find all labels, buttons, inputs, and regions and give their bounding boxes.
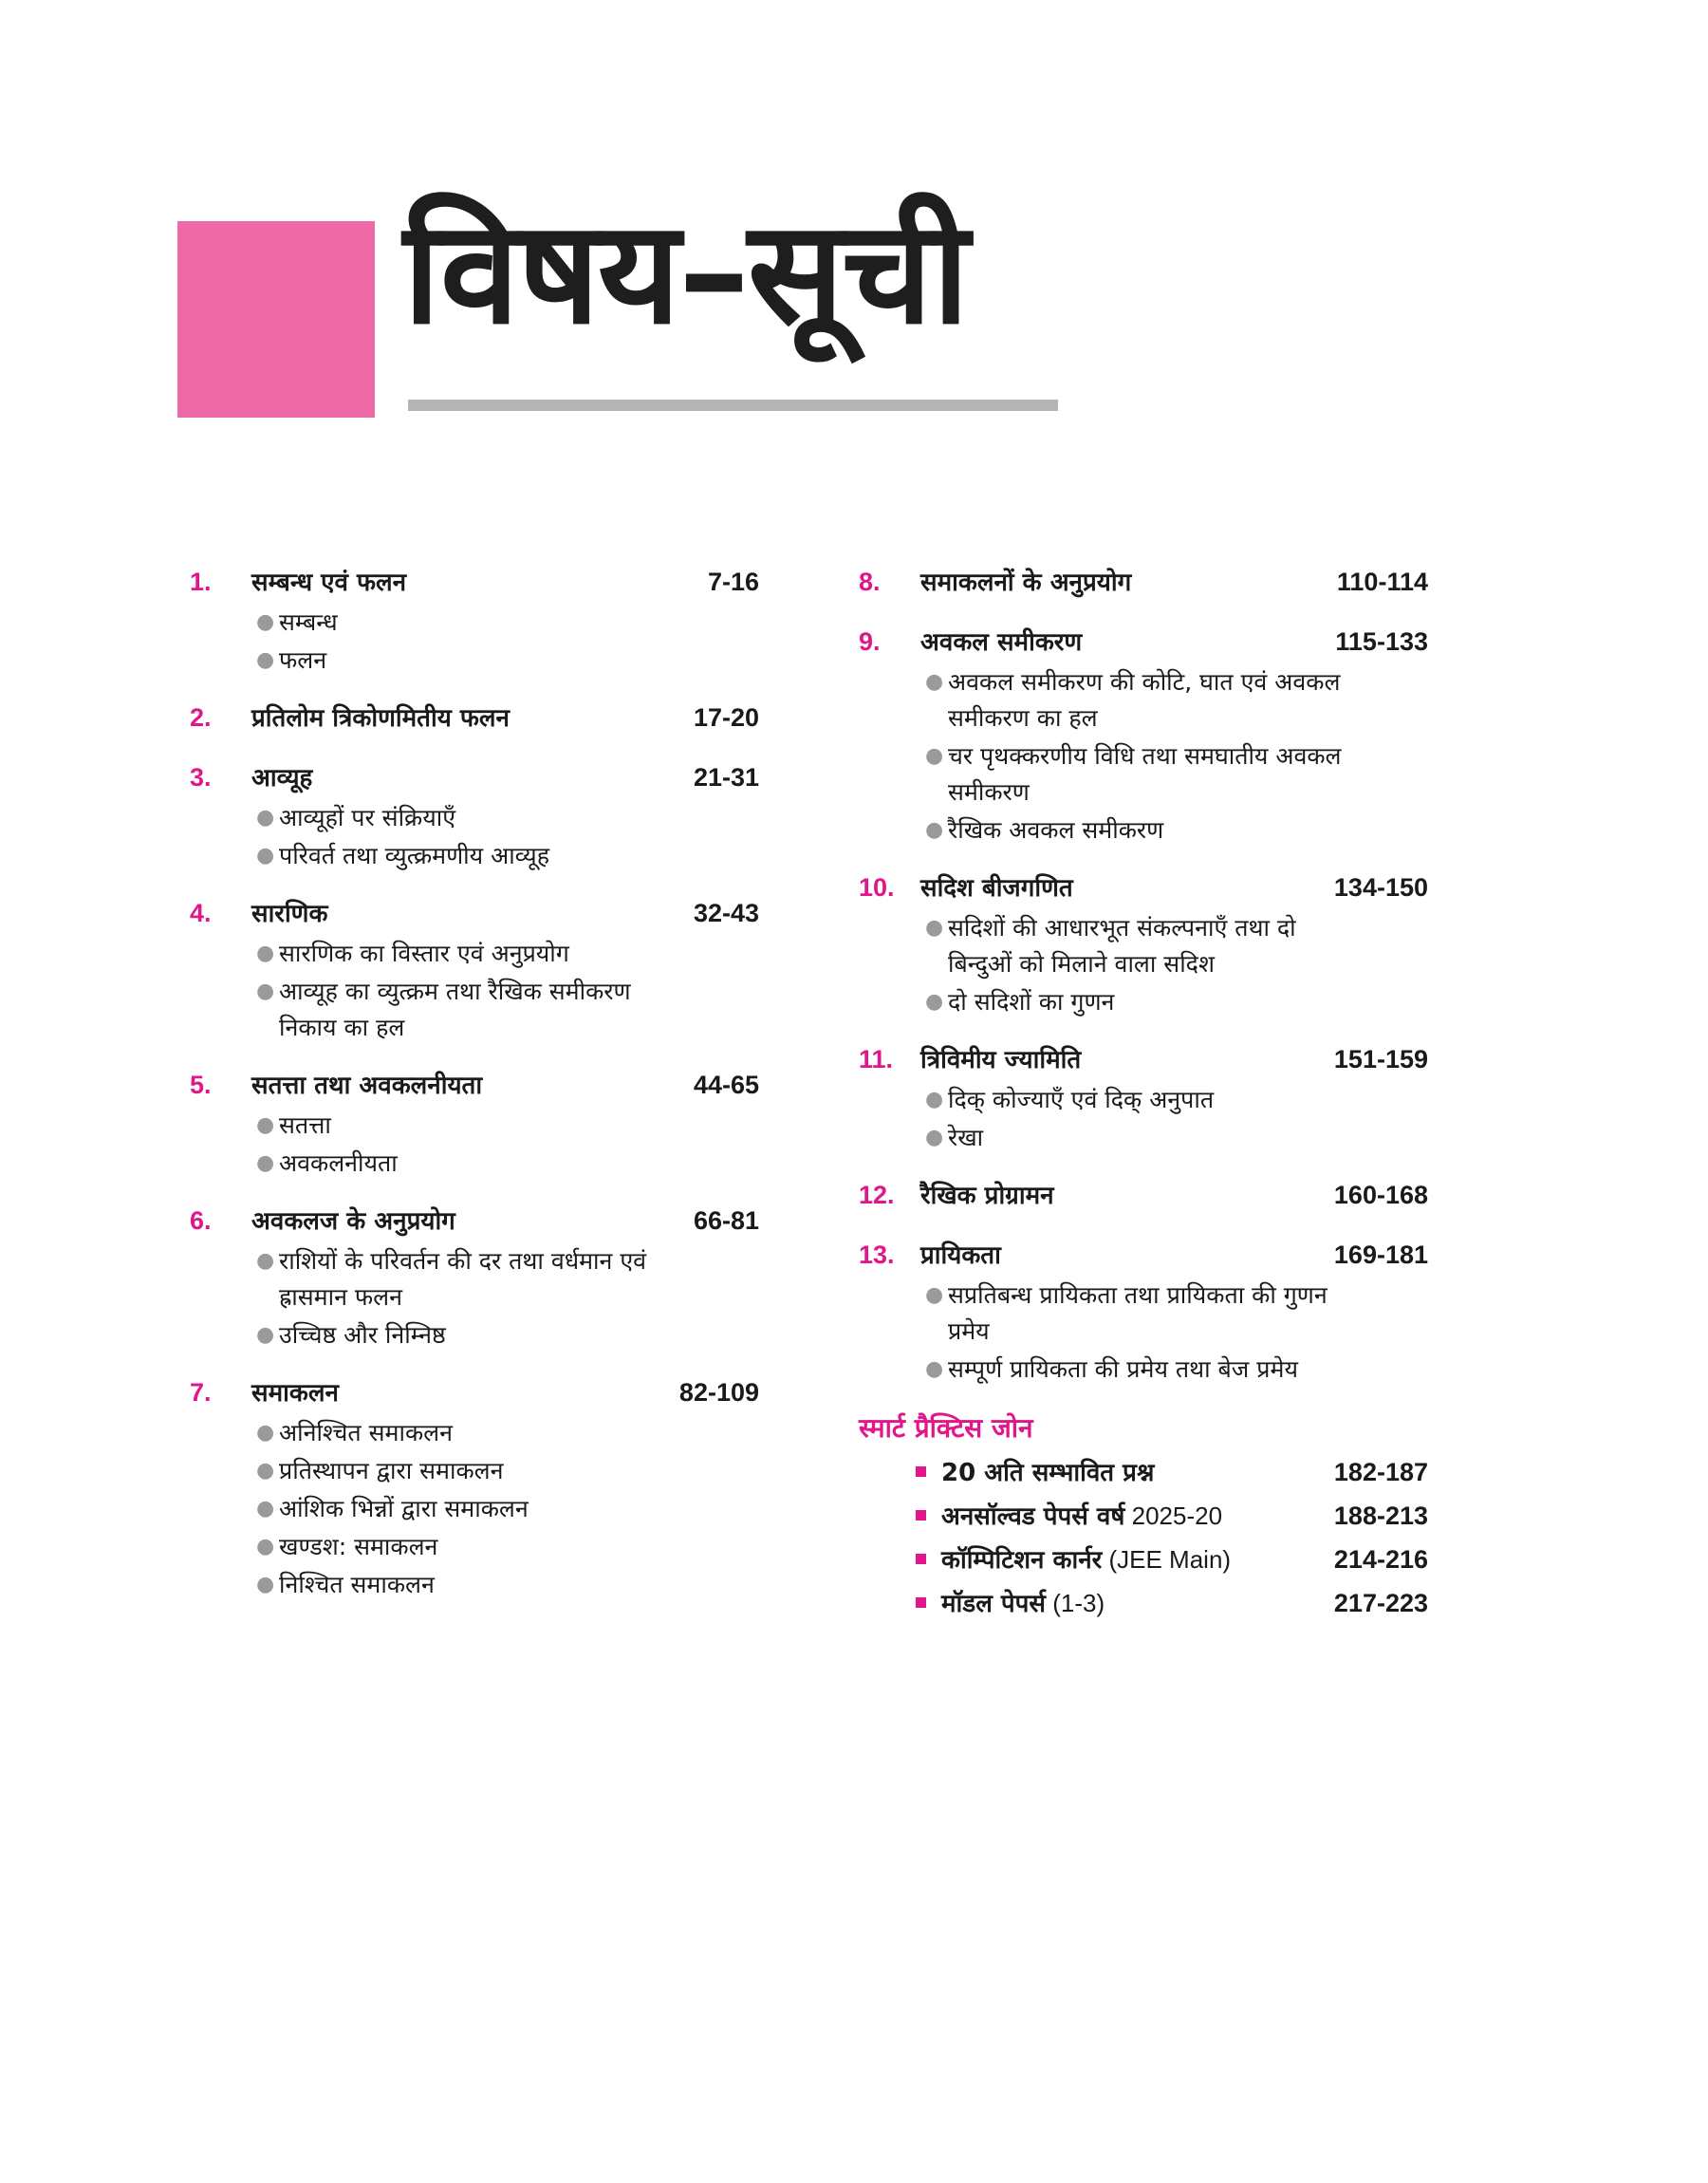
bullet-icon: ● — [925, 1088, 944, 1111]
chapter-title: सतत्ता तथा अवकलनीयता — [251, 1072, 483, 1100]
chapter-pages: 110-114 — [1336, 568, 1428, 596]
smart-zone-title: स्मार्ट प्रैक्टिस जोन — [859, 1412, 1033, 1444]
chapter-pages: 21-31 — [693, 763, 759, 792]
smart-item-label: कॉम्पिटिशन कार्नर — [941, 1546, 1103, 1575]
bullet-icon: ● — [256, 844, 275, 868]
chapter-pages: 17-20 — [693, 703, 759, 732]
chapter-heading[interactable] — [190, 893, 759, 934]
chapter-heading[interactable] — [859, 1175, 1428, 1216]
subtopic-text: सतत्ता — [279, 1111, 331, 1139]
subtopic-list — [859, 664, 1428, 849]
smart-item-extra: (1-3) — [1045, 1589, 1105, 1617]
chapter-number: 1. — [190, 568, 212, 596]
subtopic-text: रैखिक अवकल समीकरण — [948, 816, 1164, 844]
chapter-pages: 32-43 — [693, 899, 759, 927]
bullet-icon: ● — [256, 1151, 275, 1175]
toc-chapter — [190, 893, 759, 1046]
smart-item-label-wrap — [941, 1494, 1334, 1539]
subtopic-item — [923, 664, 1346, 737]
bullet-icon: ● — [256, 1113, 275, 1137]
subtopic-text: रेखा — [948, 1124, 984, 1151]
chapter-heading[interactable] — [859, 1039, 1428, 1080]
bullet-icon: ● — [925, 916, 944, 940]
bullet-icon: ● — [925, 670, 944, 694]
toc-right-column — [859, 562, 1428, 1625]
chapter-title: समाकलनों के अनुप्रयोग — [920, 569, 1132, 597]
subtopic-text: उच्चिष्ठ और निम्निष्ठ — [279, 1321, 446, 1349]
smart-item-pages: 182-187 — [1333, 1458, 1428, 1486]
subtopic-item — [254, 936, 678, 972]
smart-item-label: मॉडल पेपर्स — [941, 1590, 1046, 1618]
toc-chapter — [859, 868, 1428, 1020]
chapter-number: 2. — [190, 703, 212, 732]
subtopic-text: सदिशों की आधारभूत संकल्पनाएँ तथा दो बिन्दुओं को मिलाने वाला सदिश — [948, 914, 1296, 978]
toc-chapter — [859, 1039, 1428, 1156]
toc-chapter — [859, 1235, 1428, 1388]
chapter-title: अवकलज के अनुप्रयोग — [251, 1207, 455, 1236]
bullet-icon: ● — [925, 744, 944, 768]
toc-chapter — [859, 562, 1428, 603]
subtopic-list — [190, 1243, 759, 1353]
bullet-icon: ● — [925, 1126, 944, 1149]
chapter-title: सारणिक — [251, 900, 328, 928]
smart-zone-item[interactable] — [859, 1494, 1428, 1538]
smart-item-label-wrap — [941, 1451, 1334, 1495]
chapter-title: प्रतिलोम त्रिकोणमितीय फलन — [251, 704, 510, 733]
toc-chapter — [190, 698, 759, 738]
chapter-heading[interactable] — [190, 1065, 759, 1106]
subtopic-item — [254, 1146, 678, 1182]
smart-item-label: अनसॉल्वड पेपर्स वर्ष — [941, 1502, 1125, 1531]
chapter-pages: 7-16 — [707, 568, 759, 596]
chapter-heading[interactable] — [859, 1235, 1428, 1276]
subtopic-item — [923, 984, 1346, 1020]
bullet-icon: ● — [256, 648, 275, 672]
subtopic-item — [923, 1120, 1346, 1156]
subtopic-item — [254, 1317, 678, 1353]
bullet-icon: ● — [256, 1249, 275, 1273]
chapter-number: 9. — [859, 627, 881, 656]
chapter-number: 8. — [859, 568, 881, 596]
bullet-icon: ● — [925, 1283, 944, 1307]
subtopic-text: अवकलनीयता — [279, 1149, 398, 1177]
subtopic-text: दिक् कोज्याएँ एवं दिक् अनुपात — [948, 1086, 1215, 1113]
chapter-number: 12. — [859, 1181, 895, 1209]
chapter-title: त्रिविमीय ज्यामिति — [920, 1046, 1082, 1074]
chapter-number: 6. — [190, 1206, 212, 1235]
subtopic-text: अवकल समीकरण की कोटि, घात एवं अवकल समीकरण का हल — [948, 668, 1341, 732]
subtopic-text: दो सदिशों का गुणन — [948, 988, 1115, 1016]
bullet-icon: ● — [256, 1421, 275, 1445]
chapter-heading[interactable] — [190, 1201, 759, 1241]
subtopic-text: सम्बन्ध — [279, 608, 338, 636]
subtopic-item — [254, 800, 678, 836]
chapter-title: सदिश बीजगणित — [920, 874, 1073, 903]
smart-practice-zone — [859, 1407, 1428, 1625]
chapter-number: 11. — [859, 1045, 894, 1073]
smart-item-label-wrap — [941, 1538, 1334, 1582]
chapter-title: अवकल समीकरण — [920, 628, 1083, 657]
subtopic-item — [254, 605, 678, 641]
chapter-heading[interactable] — [859, 622, 1428, 662]
subtopic-item — [254, 838, 678, 874]
smart-zone-items — [859, 1450, 1428, 1625]
subtopic-text: परिवर्त तथा व्युत्क्रमणीय आव्यूह — [279, 842, 549, 869]
chapter-pages: 169-181 — [1333, 1241, 1428, 1269]
square-bullet-icon — [916, 1510, 926, 1521]
chapter-pages: 82-109 — [678, 1378, 759, 1407]
toc-chapter — [190, 1201, 759, 1353]
subtopic-item — [254, 974, 678, 1046]
toc-chapter — [859, 1175, 1428, 1216]
smart-zone-item[interactable] — [859, 1538, 1428, 1581]
subtopic-list — [859, 910, 1428, 1020]
subtopic-item — [254, 1415, 678, 1451]
subtopic-text: आंशिक भिन्नों द्वारा समाकलन — [279, 1495, 529, 1522]
chapter-pages: 160-168 — [1333, 1181, 1428, 1209]
subtopic-text: आव्यूहों पर संक्रियाएँ — [279, 804, 456, 831]
smart-item-extra: (JEE Main) — [1102, 1545, 1232, 1574]
subtopic-item — [923, 812, 1346, 849]
subtopic-text: फलन — [279, 646, 327, 674]
square-bullet-icon — [916, 1554, 926, 1564]
subtopic-list — [859, 1082, 1428, 1156]
smart-item-label: 20 अति सम्भावित प्रश्न — [941, 1459, 1155, 1487]
subtopic-list — [190, 1108, 759, 1182]
chapter-number: 4. — [190, 899, 212, 927]
subtopic-item — [923, 910, 1346, 982]
smart-item-extra: 2025-20 — [1124, 1502, 1223, 1530]
toc-right-chapters — [859, 562, 1428, 1388]
chapter-heading[interactable] — [190, 698, 759, 738]
chapter-title: प्रायिकता — [920, 1241, 1001, 1270]
toc-chapter — [190, 1372, 759, 1603]
chapter-pages: 44-65 — [693, 1071, 759, 1099]
chapter-number: 7. — [190, 1378, 212, 1407]
subtopic-item — [254, 1529, 678, 1565]
subtopic-item — [254, 1453, 678, 1489]
smart-zone-item[interactable] — [859, 1450, 1428, 1494]
subtopic-list — [190, 800, 759, 874]
subtopic-item — [254, 1567, 678, 1603]
subtopic-text: आव्यूह का व्युत्क्रम तथा रैखिक समीकरण निकाय का हल — [279, 978, 631, 1041]
bullet-icon: ● — [925, 818, 944, 842]
smart-item-pages: 214-216 — [1333, 1545, 1428, 1574]
subtopic-text: प्रतिस्थापन द्वारा समाकलन — [279, 1457, 504, 1484]
subtopic-text: सारणिक का विस्तार एवं अनुप्रयोग — [279, 940, 569, 967]
chapter-pages: 151-159 — [1333, 1045, 1428, 1073]
subtopic-item — [254, 643, 678, 679]
subtopic-text: खण्डश: समाकलन — [279, 1533, 438, 1560]
smart-item-label-wrap — [941, 1581, 1334, 1626]
chapter-title: समाकलन — [251, 1379, 339, 1408]
bullet-icon: ● — [925, 990, 944, 1014]
chapter-number: 10. — [859, 873, 895, 902]
toc-left-column — [190, 562, 759, 1622]
smart-item-pages: 188-213 — [1333, 1502, 1428, 1530]
subtopic-item — [923, 1352, 1346, 1388]
chapter-number: 5. — [190, 1071, 212, 1099]
toc-chapter — [190, 757, 759, 874]
toc-chapter — [190, 1065, 759, 1182]
bullet-icon: ● — [256, 1459, 275, 1483]
chapter-number: 3. — [190, 763, 212, 792]
bullet-icon: ● — [256, 610, 275, 634]
subtopic-text: निश्चित समाकलन — [279, 1571, 435, 1598]
chapter-title: रैखिक प्रोग्रामन — [920, 1182, 1054, 1210]
chapter-pages: 66-81 — [693, 1206, 759, 1235]
bullet-icon: ● — [256, 1323, 275, 1347]
subtopic-item — [254, 1243, 678, 1315]
square-bullet-icon — [916, 1597, 926, 1608]
subtopic-list — [190, 936, 759, 1046]
bullet-icon: ● — [256, 1497, 275, 1521]
title-underline — [408, 400, 1058, 411]
chapter-pages: 134-150 — [1333, 873, 1428, 902]
subtopic-list — [190, 605, 759, 679]
bullet-icon: ● — [256, 1535, 275, 1558]
chapter-heading[interactable] — [859, 562, 1428, 603]
subtopic-item — [254, 1108, 678, 1144]
subtopic-text: चर पृथक्करणीय विधि तथा समघातीय अवकल समीकरण — [948, 742, 1342, 806]
title-accent-block — [177, 221, 375, 418]
subtopic-text: अनिश्चित समाकलन — [279, 1419, 453, 1446]
chapter-pages: 115-133 — [1335, 627, 1428, 656]
bullet-icon: ● — [256, 942, 275, 965]
subtopic-item — [254, 1491, 678, 1527]
chapter-heading[interactable] — [190, 1372, 759, 1413]
bullet-icon: ● — [256, 980, 275, 1003]
smart-item-pages: 217-223 — [1333, 1589, 1428, 1617]
chapter-title: आव्यूह — [251, 764, 313, 793]
chapter-heading[interactable] — [190, 757, 759, 798]
chapter-title: सम्बन्ध एवं फलन — [251, 569, 407, 597]
subtopic-text: सप्रतिबन्ध प्रायिकता तथा प्रायिकता की गुणन प्रमेय — [948, 1281, 1327, 1345]
chapter-number: 13. — [859, 1241, 895, 1269]
toc-chapter — [859, 622, 1428, 849]
subtopic-text: राशियों के परिवर्तन की दर तथा वर्धमान एवं ह्रासमान फलन — [279, 1247, 647, 1311]
subtopic-list — [190, 1415, 759, 1603]
bullet-icon: ● — [256, 1573, 275, 1596]
subtopic-list — [859, 1278, 1428, 1388]
subtopic-text: सम्पूर्ण प्रायिकता की प्रमेय तथा बेज प्रमेय — [948, 1355, 1298, 1383]
bullet-icon: ● — [925, 1357, 944, 1381]
toc-chapter — [190, 562, 759, 679]
chapter-heading[interactable] — [190, 562, 759, 603]
smart-zone-item[interactable] — [859, 1581, 1428, 1625]
subtopic-item — [923, 1082, 1346, 1118]
bullet-icon: ● — [256, 806, 275, 830]
subtopic-item — [923, 738, 1346, 811]
page-title: विषय–सूची — [403, 191, 968, 356]
square-bullet-icon — [916, 1466, 926, 1477]
chapter-heading[interactable] — [859, 868, 1428, 908]
subtopic-item — [923, 1278, 1346, 1350]
